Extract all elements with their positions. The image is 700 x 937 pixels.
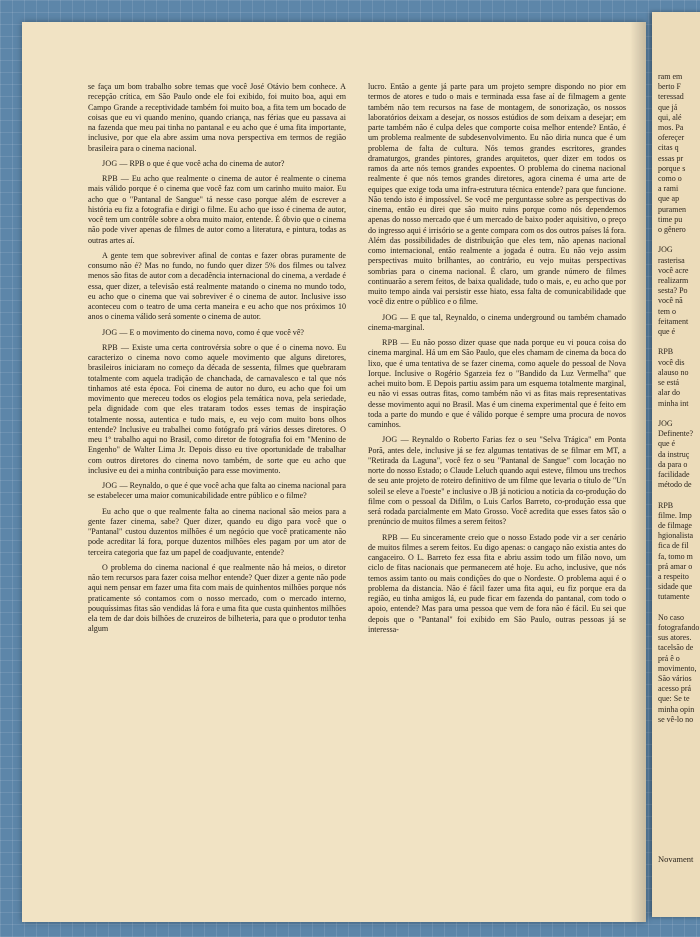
paragraph-text: Eu acho que o que realmente falta ao cinema nacional são meios para a gente fazer cinema, sabe? Quer dizer, quando eu digo para você que o "Pantanal" custou duzentos milhões é um negócio que você praticamente não pode acreditar lá fora, porque duzentos milhões eles pagam por um ator de terceira categoria que faz um papel de coadjuvante, entende? [88, 506, 346, 557]
paragraph-text: Existe uma certa controvérsia sobre o que é o cinema novo. Eu caracterizo o cinema novo como aquele movimento que alguns diretores, brasileiros iniciaram no começo da década de sessenta, filmes que quebraram totalmente com aquela tradição de chanchada, de carnavalesco e tal que nós tinhamos até esta época. Foi cinema de autor no duro, eu acho que foi um movimento que mereceu todos os elogios pela temática nova, pela seriedade, pela dignidade com que eles trataram todos esses temas de inspiração totalmente nossa, autentica e tudo mais, e, eu vejo com muito bons olhos entende? Inclusive eu trabalhei como fotógrafo prá vários desses diretores. O meu 1º trabalho aqui no Brasil, como diretor de fotografia foi em "Menino de Engenho" de Walter Lima Jr. Depois disso eu tive oportunidade de trabalhar com outros diretores do cinema novo também, de sorte que eu acho que inclusive eu dei a minha contribuição para esse movimento. [88, 342, 346, 475]
paragraph [88, 82, 346, 154]
right-column [368, 82, 626, 640]
speaker-label: JOG [102, 327, 118, 337]
paragraph [88, 563, 346, 635]
paragraph: JOG — Reynaldo, o que é que você acha que falta ao cinema nacional para se estabelecer uma maior comunicabilidade entre público e o filme? [88, 481, 346, 501]
paragraph-text: RPB o que é que você acha do cinema de autor? [129, 158, 285, 168]
paragraph: JOG — Reynaldo o Roberto Farias fez o seu "Selva Trágica" em Ponta Porã, antes dele, inclusive já se fez algumas tentativas de se filmar em MT, a "Retirada da Laguna", você fez o seu "Pantanal de Sangue" com locação no norte do nosso Estado; o Claude Leluch quando aqui esteve, filmou uns trechos de seu ante projeto de roteiro definitivo de um filme que levaria o título de "Un soleil se eleve a l'oeste" e inclusive o JB já noticiou a notícia da co-produção do filme com o pessoal da Difilm, o Luis Carlos Barreto, co-produção essa que será rodada parcialmente em Mato Grosso. Você acredita que esses fatos são o prenúncio de muitos filmes a serem feitos? [368, 435, 626, 527]
paragraph-text: se faça um bom trabalho sobre temas que você José Otávio bem conhece. A recepção crítica, em São Paulo onde ele foi exibido, foi muito boa, aqui em Campo Grande a receptividade também foi muito boa, a fita tem um bocado de coisas que eu vi quando menino, quando criança, nas férias que eu passava ai na fazenda que meu pai tinha no pantanal e eu acho que é uma fita importante, inclusive, por que ela abre assim uma nova perspectiva em termos de região brasileira para o cinema nacional. [88, 82, 346, 153]
speaker-label: RPB [382, 338, 398, 347]
speaker-label: RPB [102, 174, 118, 183]
paragraph: RPB — Eu não posso dizer quase que nada porque eu vi pouca coisa do cinema marginal. Há um em São Paulo, que eles chamam de cinema da boca do lixo, que é uma tentativa de se fazer cinema, como aquele do pessoal de Nova Iorque. Inclusive o Rogério Sgarzeia fez o "Bandido da Luz Vermelha" que achei muito bom. E Depois partiu assim para um esquema totalmente marginal, eu não vi essas outras fitas, como também não vi as fitas mais representativas desse movimento aqui no Brasil. Mas é um cinema experimental que é feito em toda a parte do mundo e que é válido porque é sempre uma procura de novos caminhos. [368, 338, 626, 429]
paragraph [368, 82, 626, 308]
next-page-footer-text: Novament [658, 854, 694, 864]
paragraph [88, 251, 346, 323]
paragraph: JOG — RPB o que é que você acha do cinema de autor? [102, 158, 285, 168]
paragraph: RPB — Existe uma certa controvérsia sobre o que é o cinema novo. Eu caracterizo o cinema novo como aquele movimento que alguns diretores, brasileiros iniciaram no começo da década de sessenta, filmes que quebraram totalmente com aquela tradição de chanchada, de carnavalesco e tal que nós tinhamos até esta época. Foi cinema de autor no duro, eu acho que foi um movimento que mereceu todos os elogios pela temática nova, pela seriedade, pela dignidade com que eles trataram todos esses temas de inspiração totalmente nossa, autentica e tudo mais, e, eu vejo com muito bons olhos entende? Inclusive eu trabalhei como fotógrafo prá vários desses diretores. O meu 1º trabalho aqui no Brasil, como diretor de fotografia foi em "Menino de Engenho" de Walter Lima Jr. Depois disso eu tive oportunidade de trabalhar com outros diretores do cinema novo também, de sorte que eu acho que inclusive eu dei a minha contribuição para esse movimento. [88, 342, 346, 475]
paragraph-text: lucro. Então a gente já parte para um projeto sempre dispondo no pior em termos de atores e tudo o mais e terminada essa fase aí de filmagem a gente também não tem recursos na fase de montagem, de sonorização, os nossos laboratórios deixam a desejar, os nossos estúdios de som deixam a desejar; em parte também não é culpa deles que comporte coisa melhor entende? Então, é um problema realmente de subdesenvolvimento. Eu não diria nunca que é um problema de falta de cultura. Nós temos grandes escritores, grandes dramaturgos, grandes pintores, grandes arquitetos, quer dizer em todos os ramos da arte nós temos grandes expoentes. O problema do cinema nacional realmente é que nós temos grandes diretores, agora cinema é uma arte de equipes que exige toda uma infra-estrutura técnica entende? para que funcione. Não tendo isto é impossível. Se você me perguntasse sobre as perspectivas do cinema, então eu direi que são muito ruins porque como nós dependemos apenas do nosso mercado que é um mercado de baixo poder aquisitivo, o preço do ingresso aqui é irrisório se a gente compara com os dos outros países lá fora. Além das possibilidades de distribuição que eles tem, não apenas nacional como internacional, então realmente a jogada é outra. Eu não vejo assim perspectivas muito brilhantes, ao contrário, eu vejo muitas perspectivas sombrias para o cinema nacional. É claro, um grande número de filmes continuarão a serem feitos, de baixa qualidade, tudo o mais, e, eu acho que por muito tempo ainda vai persistir esse hiato, essa falta de comunicabilidade que você diz entre o público e o filme. [368, 82, 626, 307]
speaker-label: RPB [382, 532, 398, 542]
speaker-label: JOG [102, 158, 118, 168]
speaker-label: JOG [382, 435, 398, 445]
left-column [88, 82, 346, 640]
speaker-label: RPB [102, 342, 118, 352]
paragraph-text: Reynaldo, o que é que você acha que falta ao cinema nacional para se estabelecer uma maior comunicabilidade entre público e o filme? [88, 481, 346, 501]
next-page-edge [652, 12, 700, 917]
paragraph-text: A gente tem que sobreviver afinal de contas e fazer obras puramente de consumo não é? Mas no fundo, no fundo quer dizer 5% dos filmes ou talvez menos são fitas de autor com a decadência internacional do cinema, a verdade é essa, quer dizer, a televisão está realmente matando o cinema no mundo todo, eu acho que o cinema que vai sobreviver é o cinema de autor. Inclusive isso aconteceu com o teatro de uma certa maneira e eu acho que nos próximos 10 anos o cinema válido será somente o cinema de autor. [88, 250, 346, 322]
paragraph-text: Eu não posso dizer quase que nada porque eu vi pouca coisa do cinema marginal. Há um em São Paulo, que eles chamam de cinema da boca do lixo, que é uma tentativa de se fazer cinema, como aquele do pessoal de Nova Iorque. Inclusive o Rogério Sgarzeia fez o "Bandido da Luz Vermelha" que achei muito bom. E Depois partiu assim para um esquema totalmente marginal, eu não vi essas outras fitas, como também não vi as fitas mais representativas desse movimento aqui no Brasil. Mas é um cinema experimental que é feito em toda a parte do mundo e que é válido porque é sempre uma procura de novos caminhos. [368, 338, 626, 429]
magazine-page [22, 22, 646, 922]
paragraph: RPB — Eu sinceramente creio que o nosso Estado pode vir a ser cenário de muitos filmes a serem feitos. Eu digo apenas: o cangaço não existia antes do cangaceiro. O L. Barreto fez essa fita e abriu assim todo um filão novo, um ciclo de fitas nacionais que permanecem até hoje. Eu acho, inclusive, que nós temos assim tanto ou mais condições do que o Nordeste. O problema aqui é o problema da distancia. Não é fácil fazer uma fita aqui, eu fiz porque era da região, eu tinha amigos lá, eu pude ficar em fazenda do pantanal, com todo o apoio, entende? Mas para uma pessoa que vem de fora não é fácil. Eu sei que depois que o "Pantanal" foi exibido em São Paulo, outras pessoas já se interessa- [368, 532, 627, 634]
paragraph-text: Eu acho que realmente o cinema de autor é realmente o cinema mais válido porque é o cinema que você faz com um carinho muito maior. Eu acho que o "Pantanal de Sangue" tá nesse caso porque além de escrever a história eu fiz a fotografia e dirigi o filme. Eu acho que isso é cinema de autor, você tem um contrôle sobre a obra muito maior, entende. É óbvio que o cinema não pode viver apenas de filmes de autor como a literatura, e pintura, todas as outras artes aí. [88, 174, 347, 245]
paragraph-text: Eu sinceramente creio que o nosso Estado pode vir a ser cenário de muitos filmes a serem feitos. Eu digo apenas: o cangaço não existia antes do cangaceiro. O L. Barreto fez essa fita e abriu assim todo um filão novo, um ciclo de fitas nacionais que permanecem até hoje. Eu acho, inclusive, que nós temos assim tanto ou mais condições do que o Nordeste. O problema aqui é o problema da distancia. Não é fácil fazer uma fita aqui, eu fiz porque era da região, eu tinha amigos lá, eu pude ficar em fazenda do pantanal, com todo o apoio, entende? Mas para uma pessoa que vem de fora não é fácil. Eu sei que depois que o "Pantanal" foi exibido em São Paulo, outras pessoas já se interessa- [368, 532, 627, 634]
speaker-label: JOG [102, 481, 118, 490]
next-page-edge-text: ram em berto F teressad que já qui, alé mos. Pa ofereçer citas q essas pr porque s como o a rami que ap puramen time pu o gênero JOG rasterisa você acre realizarm sesta? Po você nã tem o feitament que é RPB você dis alauso no se está alar do minha int JOG Definente? que é da instruç da para o facilidade método de RPB filme. Imp de filmage hgionalista fica de fil fa, tomo m prá amar o a respeito sidade que tutamente No caso fotografando sus atores. tacelsão de prá ê o movimento, São vários acesso prá que: Se te minha opin se vê-lo no [658, 72, 700, 724]
paragraph: JOG — E que tal, Reynaldo, o cinema underground ou também chamado cinema-marginal. [368, 312, 626, 332]
paragraph-text: E que tal, Reynaldo, o cinema underground ou também chamado cinema-marginal. [368, 312, 626, 332]
paragraph [88, 507, 346, 558]
paragraph: JOG — E o movimento do cinema novo, como é que você vê? [102, 327, 304, 337]
paragraph-text: O problema do cinema nacional é que realmente não há meios, o diretor não tem recursos para fazer coisa melhor entende? Quer dizer a gente não pode aqui nem pensar em fazer uma fita com mais de quinhentos milhões porque nós praticamente só contamos com o nosso mercado, com o mercado interno, pouquíssimas fitas são vendidas lá fora e uma fita que custa quinhentos milhões ela tem de dar dois bilhões de cruzeiros de bilheteria, para que o produtor tenha algum [88, 562, 346, 634]
paragraph-text: E o movimento do cinema novo, como é que você vê? [129, 327, 304, 337]
paragraph-text: Reynaldo o Roberto Farias fez o seu "Selva Trágica" em Ponta Porã, antes dele, inclusive já se fez algumas tentativas de se filmar em MT, a "Retirada da Laguna", você fez o seu "Pantanal de Sangue" com locação no norte do nosso Estado; o Claude Leluch quando aqui esteve, filmou uns trechos de seu ante projeto de roteiro definitivo de um filme que levaria o título de "Un soleil se eleve a l'oeste" e inclusive o JB já noticiou a notícia da co-produção do filme com o pessoal da Difilm, o Luis Carlos Barreto, co-produção essa que será rodada parcialmente em Mato Grosso. Você acredita que esses fatos são o prenúncio de muitos filmes a serem feitos? [368, 435, 626, 527]
paragraph: RPB — Eu acho que realmente o cinema de autor é realmente o cinema mais válido porque é o cinema que você faz com um carinho muito maior. Eu acho que o "Pantanal de Sangue" tá nesse caso porque além de escrever a história eu fiz a fotografia e dirigi o filme. Eu acho que isso é cinema de autor, você tem um contrôle sobre a obra muito maior, entende. É óbvio que o cinema não pode viver apenas de filmes de autor como a literatura, e pintura, todas as outras artes aí. [88, 174, 347, 245]
speaker-label: JOG [382, 312, 398, 322]
